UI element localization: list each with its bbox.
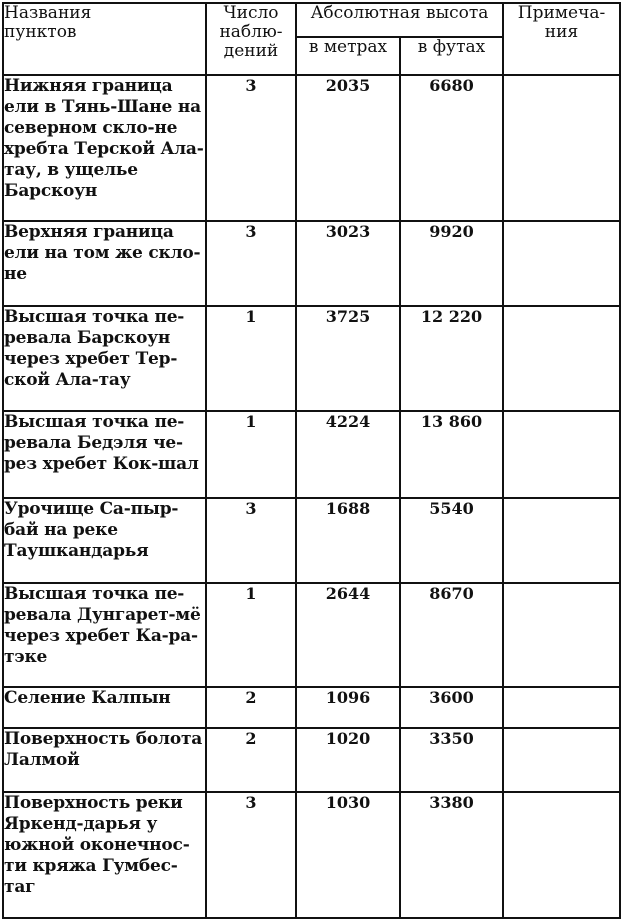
table-row: [3, 306, 620, 411]
note-cell: [503, 792, 620, 918]
observation-count: 3: [206, 498, 296, 583]
table-row: [3, 792, 620, 918]
note-cell: [503, 728, 620, 792]
altitude-meters: 3725: [296, 306, 400, 411]
place-name: Селение Калпын: [3, 687, 206, 728]
note-cell: [503, 498, 620, 583]
altitude-meters: 1688: [296, 498, 400, 583]
altitude-meters: 2644: [296, 583, 400, 687]
observation-count: 1: [206, 306, 296, 411]
header-count: Число наблю-дений: [206, 3, 296, 75]
altitude-feet: 8670: [400, 583, 503, 687]
altitude-feet: 5540: [400, 498, 503, 583]
header-altitude: Абсолютная высота: [296, 3, 503, 37]
observation-count: 3: [206, 221, 296, 306]
header-row: [3, 3, 620, 37]
altitude-meters: 3023: [296, 221, 400, 306]
table-row: [3, 221, 620, 306]
place-name: Высшая точка пе-ревала Дунгарет-мё через хребет Ка-ра-тэке: [3, 583, 206, 687]
altitude-meters: 1030: [296, 792, 400, 918]
header-name: Названия пунктов: [3, 3, 206, 75]
altitude-feet: 3350: [400, 728, 503, 792]
place-name: Высшая точка пе-ревала Бедэля че-рез хребет Кок-шал: [3, 411, 206, 498]
altitude-feet: 3380: [400, 792, 503, 918]
place-name: Высшая точка пе-ревала Барскоун через хребет Тер-ской Ала-тау: [3, 306, 206, 411]
altitude-meters: 1020: [296, 728, 400, 792]
note-cell: [503, 221, 620, 306]
altitude-meters: 4224: [296, 411, 400, 498]
altitude-feet: 6680: [400, 75, 503, 221]
place-name: Нижняя граница ели в Тянь-Шане на северном скло-не хребта Терской Ала-тау, в ущелье Барскоун: [3, 75, 206, 221]
note-cell: [503, 687, 620, 728]
altitude-meters: 1096: [296, 687, 400, 728]
note-cell: [503, 411, 620, 498]
place-name: Поверхность реки Яркенд-дарья у южной оконечнос-ти кряжа Гумбес-таг: [3, 792, 206, 918]
table-row: [3, 411, 620, 498]
observation-count: 1: [206, 411, 296, 498]
altitude-feet: 3600: [400, 687, 503, 728]
note-cell: [503, 75, 620, 221]
place-name: Поверхность болота Лалмой: [3, 728, 206, 792]
observation-count: 2: [206, 687, 296, 728]
altitude-table: [2, 2, 621, 919]
altitude-feet: 13 860: [400, 411, 503, 498]
altitude-meters: 2035: [296, 75, 400, 221]
table-row: [3, 687, 620, 728]
observation-count: 1: [206, 583, 296, 687]
note-cell: [503, 306, 620, 411]
observation-count: 3: [206, 792, 296, 918]
table-row: [3, 75, 620, 221]
header-feet: в футах: [400, 37, 503, 75]
table-row: [3, 728, 620, 792]
note-cell: [503, 583, 620, 687]
altitude-feet: 9920: [400, 221, 503, 306]
observation-count: 3: [206, 75, 296, 221]
header-meters: в метрах: [296, 37, 400, 75]
observation-count: 2: [206, 728, 296, 792]
altitude-feet: 12 220: [400, 306, 503, 411]
table-row: [3, 583, 620, 687]
place-name: Урочище Са-пыр-бай на реке Таушкандарья: [3, 498, 206, 583]
header-notes: Примеча-ния: [503, 3, 620, 75]
table-row: [3, 498, 620, 583]
place-name: Верхняя граница ели на том же скло-не: [3, 221, 206, 306]
